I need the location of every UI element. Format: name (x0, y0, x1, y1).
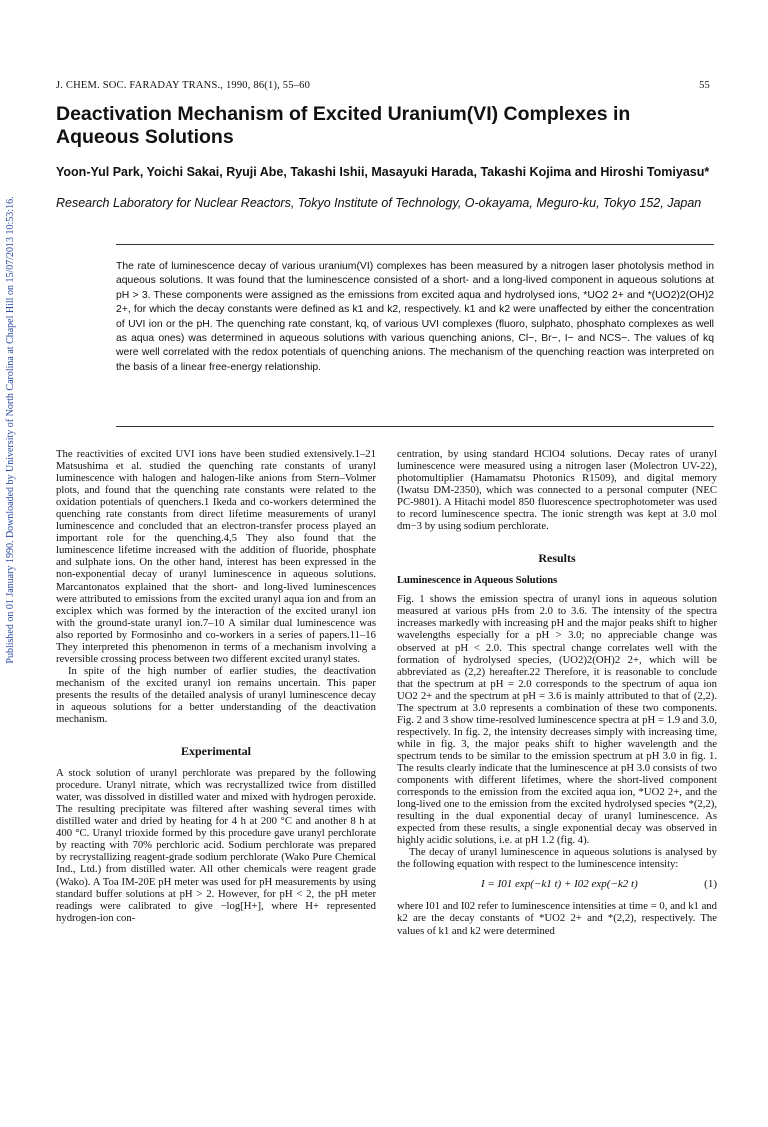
watermark-text: Published on 01 January 1990. Downloaded by University of North Carolina at Chapel Hill on 15/07/2013 10:53:16. (5, 196, 16, 664)
equation-number: (1) (704, 878, 717, 891)
intro-paragraph-2: In spite of the high number of earlier studies, the deactivation mechanism of the excited uranyl ion remains uncertain. This paper presents the results of the detailed analysis of uranyl luminescence decay in aqueous solutions for a better understanding of the deactivation mechanism. (56, 664, 376, 726)
experimental-continued: centration, by using standard HClO4 solutions. Decay rates of uranyl luminescence were measured using a nitrogen laser (Molectron UV-22), photomultiplier (Hamamatsu Photonics R1509), and digital memory (Iwatsu DM-2350), which was connected to a personal computer (NEC PC-9801). A Hitachi model 850 fluorescence spectrophotometer was used to record luminescence spectra. The ionic strength was kept at 3.0 mol dm−3 by using sodium perchlorate. (397, 448, 717, 533)
equation-body: I = I01 exp(−k1 t) + I02 exp(−k2 t) (481, 878, 638, 891)
abstract: The rate of luminescence decay of various uranium(VI) complexes has been measured by a nitrogen laser photolysis method in aqueous solutions. It was found that the luminescence consisted of a short- and a long-lived component in aqueous solutions at pH > 3. These components were assigned as the emissions from excited aqua and hydrolysed ions, *UO2 2+ and *(UO2)2(OH)2 2+, for which the decay constants were defined as k1 and k2, respectively. k1 and k2 were unaffected by either the concentration of UVI ion or the pH. The quenching rate constant, kq, of various UVI complexes (fluoro, sulphato, phosphato complexes as well as aqua ones) was determined in aqueous solutions with various quenching anions, Cl−, Br−, I− and NCS−. The values of kq were well correlated with the redox potentials of quenching anions. The mechanism of the quenching reaction was interpreted on the basis of a linear free-energy relationship. (116, 261, 714, 373)
results-paragraph-2: The decay of uranyl luminescence in aqueous solutions is analysed by the following equation with respect to the luminescence intensity: (397, 846, 717, 871)
results-paragraph-3: where I01 and I02 refer to luminescence intensities at time = 0, and k1 and k2 are the decay constants of *UO2 2+ and *(2,2), respectively. The values of k1 and k2 were determined (397, 900, 717, 937)
equation-1 (397, 878, 717, 892)
journal-citation: J. CHEM. SOC. FARADAY TRANS., 1990, 86(1), 55–60 (56, 80, 311, 91)
download-watermark (4, 180, 18, 680)
abstract-top-rule (116, 244, 714, 245)
intro-paragraph-1: The reactivities of excited UVI ions have been studied extensively.1–21 Matsushima et al. studied the quenching rate constants of uranyl luminescence with halogen and halogen-like anions from Stern–Volmer plots, and found that the quenching rate constants were related to the oxidation potentials of quenchers.1 Ikeda and co-workers determined the quenching rate constants from direct lifetime measurements of uranyl luminescence and concluded that an electron-transfer process played an important role for the quenching.4,5 They also found that the luminescence lifetime increased with the addition of fluoride, phosphate and sulphate ions. On the other hand, interest has been expressed in the non-exponential decay of uranyl luminescence in aqueous solutions. Marcantonatos explained that the short- and long-lived luminescences were attributed to emissions from the excited uranyl aqua ion and from an exciplex which was formed by the interaction of the excited uranyl ion with the ground-state uranyl ion.7–10 A similar dual luminescence was also reported by Formosinho and co-workers in a series of papers.11–16 They interpreted this phenomenon in terms of a mechanism involving a reversible crossing process between two different excited uranyl states. (56, 448, 376, 665)
results-heading: Results (538, 551, 576, 566)
experimental-paragraph: A stock solution of uranyl perchlorate was prepared by the following procedure. Uranyl nitrate, which was recrystallized twice from distilled water, was dissolved in distilled water and mixed with hydrogen peroxide. The resulting precipitate was filtered after washing several times with distilled water and dried by heating for 4 h at 200 °C and another 8 h at 400 °C. Uranyl trioxide formed by this procedure gave uranyl perchlorate by reacting with 70% perchloric acid. Sodium perchlorate was prepared by recrystallizing reagent-grade sodium perchlorate (Wako Pure Chemical Ind., Ltd.) from distilled water. All other chemicals were reagent grade (Wako). A Toa IM-20E pH meter was used for pH measurements by using standard buffer solutions at pH > 2. However, for pH < 2, the pH meter readings were calibrated to give −log[H+], where H+ represented hydrogen-ion con- (56, 767, 376, 924)
left-column (56, 448, 376, 924)
author-list: Yoon-Yul Park, Yoichi Sakai, Ryuji Abe, Takashi Ishii, Masayuki Harada, Takashi Kojima and Hiroshi Tomiyasu* (56, 165, 710, 179)
right-column (397, 448, 717, 937)
results-paragraph-1: Fig. 1 shows the emission spectra of uranyl ions in aqueous solution measured at various pHs from 2.0 to 3.6. The intensity of the spectra increases markedly with increasing pH and the major peaks shift to higher wavelengths especially for a pH > 3.0; no appreciable change was observed at pH < 2.0. This spectral change correlates well with the formation of hydrolysed species, (UO2)2(OH)2 2+, which will be abbreviated as (2,2) hereafter.22 Therefore, it is reasonable to conclude that the spectrum at pH = 2.0 corresponds to the spectrum of aqua ion UO2 2+ and the spectrum at pH = 3.6 is mainly attributed to that of (2,2). The spectrum at 3.0 represents a combination of these two components. Fig. 2 and 3 show time-resolved luminescence spectra at pH = 1.9 and 3.0, respectively. In fig. 2, the intensity decreases simply with increasing time, while in fig. 3, the major peaks shift to higher wavelength and the spectrum tends to be similar to the emission spectrum at pH 3.0 in fig. 1. The results clearly indicate that the luminescence at pH 3.0 consists of two components with different lifetimes, where the short-lived component corresponds to the emission from the excited aqua ion, *UO2 2+, and the long-lived one to the emission from the excited hydrolysed species *(2,2), resulting in the dual exponential decay of uranyl luminescence. As expected from these results, a single exponential decay was observed in highly acidic solutions, i.e. at pH 1.2 (fig. 4). (397, 593, 717, 847)
experimental-heading: Experimental (181, 744, 251, 759)
article-title: Deactivation Mechanism of Excited Uranium(VI) Complexes in Aqueous Solutions (56, 103, 631, 148)
abstract-bottom-rule (116, 426, 714, 427)
page-number: 55 (699, 80, 710, 91)
affiliation: Research Laboratory for Nuclear Reactors, Tokyo Institute of Technology, O-okayama, Meguro-ku, Tokyo 152, Japan (56, 196, 702, 210)
results-subheading: Luminescence in Aqueous Solutions (397, 575, 558, 587)
